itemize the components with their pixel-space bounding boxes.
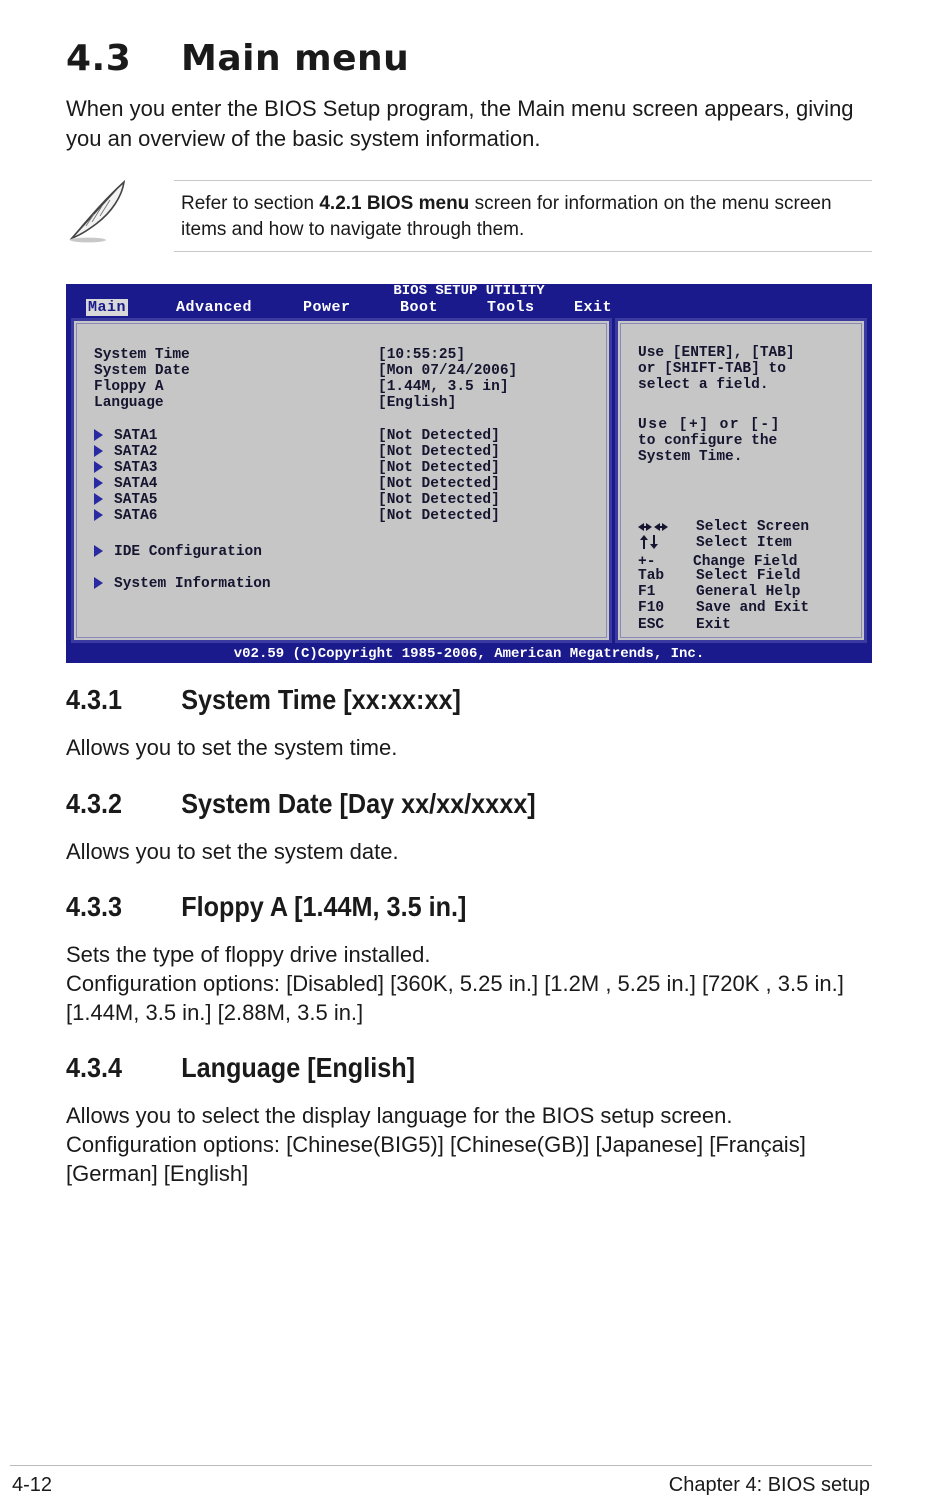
subsection-heading bbox=[66, 891, 466, 923]
bios-tab-exit[interactable]: Exit bbox=[574, 299, 613, 316]
subsection-title: Floppy A [1.44M, 3.5 in.] bbox=[181, 891, 467, 922]
submenu-arrow-icon bbox=[94, 429, 103, 441]
help-line: Use [+] or [-] bbox=[638, 417, 781, 433]
note-text-bold: 4.2.1 BIOS menu bbox=[319, 193, 470, 214]
submenu-arrow-icon bbox=[94, 493, 103, 505]
subsection-body: [German] [English] bbox=[66, 1161, 249, 1186]
sata4-label[interactable]: SATA4 bbox=[114, 476, 158, 492]
field-language-label[interactable]: Language bbox=[94, 395, 164, 411]
sata3-label[interactable]: SATA3 bbox=[114, 460, 158, 476]
subsection-heading bbox=[66, 684, 461, 716]
help-line: or [SHIFT-TAB] to bbox=[638, 361, 786, 377]
field-system-time-value[interactable]: [10:55:25] bbox=[378, 347, 466, 363]
submenu-arrow-icon bbox=[94, 445, 103, 457]
field-language-value[interactable]: [English] bbox=[378, 395, 457, 411]
bios-title: BIOS SETUP UTILITY bbox=[393, 283, 545, 299]
section-number: 4.3 bbox=[66, 38, 132, 79]
footer-rule bbox=[10, 1465, 872, 1466]
subsection-heading bbox=[66, 788, 536, 820]
submenu-arrow-icon bbox=[94, 477, 103, 489]
note-text-before: Refer to section bbox=[181, 193, 320, 214]
subsection-number: 4.3.1 bbox=[66, 684, 123, 715]
subsection-heading bbox=[66, 1052, 415, 1084]
key-hint-select-screen: Select Screen bbox=[696, 519, 810, 535]
key-hint-key: +- bbox=[638, 554, 656, 570]
key-hint-exit: Exit bbox=[696, 617, 731, 633]
key-hint-select-item: Select Item bbox=[696, 535, 792, 551]
intro-paragraph: When you enter the BIOS Setup program, the Main menu screen appears, giving you an overview of the basic system information. bbox=[66, 96, 854, 151]
subsection-title: System Date [Day xx/xx/xxxx] bbox=[181, 788, 536, 819]
subsection-body: Configuration options: [Disabled] [360K, 5.25 in.] [1.2M , 5.25 in.] [720K , 3.5 in.] bbox=[66, 971, 844, 996]
field-system-date-label[interactable]: System Date bbox=[94, 363, 190, 379]
submenu-ide-configuration[interactable]: IDE Configuration bbox=[114, 544, 262, 560]
bios-tab-power[interactable]: Power bbox=[303, 299, 351, 316]
sata1-label[interactable]: SATA1 bbox=[114, 428, 158, 444]
field-system-time-label[interactable]: System Time bbox=[94, 347, 190, 363]
up-down-arrows-icon bbox=[640, 535, 658, 549]
submenu-arrow-icon bbox=[94, 545, 103, 557]
subsection-number: 4.3.4 bbox=[66, 1052, 123, 1083]
submenu-arrow-icon bbox=[94, 461, 103, 473]
sata5-label[interactable]: SATA5 bbox=[114, 492, 158, 508]
bios-tab-tools[interactable]: Tools bbox=[487, 299, 535, 316]
feather-pen-icon bbox=[66, 178, 130, 244]
key-hint-save-and-exit: Save and Exit bbox=[696, 600, 810, 616]
bios-tab-main[interactable]: Main bbox=[88, 299, 127, 316]
sata6-label[interactable]: SATA6 bbox=[114, 508, 158, 524]
sata3-value: [Not Detected] bbox=[378, 460, 500, 476]
note-text-after: screen for information on the menu screen items and how to navigate through them. bbox=[181, 193, 832, 240]
note-frame bbox=[174, 180, 872, 252]
submenu-arrow-icon bbox=[94, 577, 103, 589]
subsection-body: Configuration options: [Chinese(BIG5)] [Chinese(GB)] [Japanese] [Français] bbox=[66, 1132, 806, 1157]
help-line: to configure the bbox=[638, 433, 778, 449]
sata6-value: [Not Detected] bbox=[378, 508, 500, 524]
key-hint-key: F1 bbox=[638, 584, 656, 600]
key-hint-select-field: Select Field bbox=[696, 568, 801, 584]
subsection-title: Language [English] bbox=[181, 1052, 416, 1083]
sata2-value: [Not Detected] bbox=[378, 444, 500, 460]
key-hint-change-field: Change Field bbox=[693, 554, 798, 570]
section-heading bbox=[66, 38, 409, 79]
subsection-number: 4.3.3 bbox=[66, 891, 123, 922]
subsection-body: Allows you to set the system time. bbox=[66, 735, 398, 760]
key-hint-key: F10 bbox=[638, 600, 665, 616]
key-hint-key: Tab bbox=[638, 568, 665, 584]
field-floppy-a-label[interactable]: Floppy A bbox=[94, 379, 164, 395]
bios-main-panel bbox=[71, 318, 612, 643]
note-box bbox=[66, 178, 872, 254]
subsection-body: [1.44M, 3.5 in.] [2.88M, 3.5 in.] bbox=[66, 1000, 364, 1025]
bios-tab-bar bbox=[66, 299, 872, 316]
submenu-system-information[interactable]: System Information bbox=[114, 576, 271, 592]
bios-help-panel bbox=[615, 318, 867, 643]
subsection-body: Sets the type of floppy drive installed. bbox=[66, 942, 431, 967]
subsection-body: Allows you to select the display language for the BIOS setup screen. bbox=[66, 1103, 733, 1128]
help-line: select a field. bbox=[638, 377, 769, 393]
bios-copyright-bar: v02.59 (C)Copyright 1985-2006, American Megatrends, Inc. bbox=[233, 646, 705, 662]
subsection-title: System Time [xx:xx:xx] bbox=[181, 684, 461, 715]
sata4-value: [Not Detected] bbox=[378, 476, 500, 492]
bios-tab-boot[interactable]: Boot bbox=[400, 299, 439, 316]
help-line: Use [ENTER], [TAB] bbox=[638, 345, 795, 361]
key-hint-key: ESC bbox=[638, 617, 665, 633]
submenu-arrow-icon bbox=[94, 509, 103, 521]
subsection-body: Allows you to set the system date. bbox=[66, 839, 399, 864]
page-number: 4-12 bbox=[12, 1474, 53, 1496]
subsection-number: 4.3.2 bbox=[66, 788, 123, 819]
field-system-date-value[interactable]: [Mon 07/24/2006] bbox=[378, 363, 518, 379]
sata2-label[interactable]: SATA2 bbox=[114, 444, 158, 460]
note-text bbox=[181, 191, 871, 243]
bios-screenshot bbox=[66, 284, 872, 663]
field-floppy-a-value[interactable]: [1.44M, 3.5 in] bbox=[378, 379, 509, 395]
chapter-title: Chapter 4: BIOS setup bbox=[668, 1474, 870, 1496]
left-right-arrows-icon bbox=[638, 522, 668, 532]
section-title: Main menu bbox=[181, 38, 410, 79]
help-line: System Time. bbox=[638, 449, 743, 465]
bios-tab-advanced[interactable]: Advanced bbox=[176, 299, 253, 316]
sata1-value: [Not Detected] bbox=[378, 428, 500, 444]
key-hint-general-help: General Help bbox=[696, 584, 801, 600]
sata5-value: [Not Detected] bbox=[378, 492, 500, 508]
